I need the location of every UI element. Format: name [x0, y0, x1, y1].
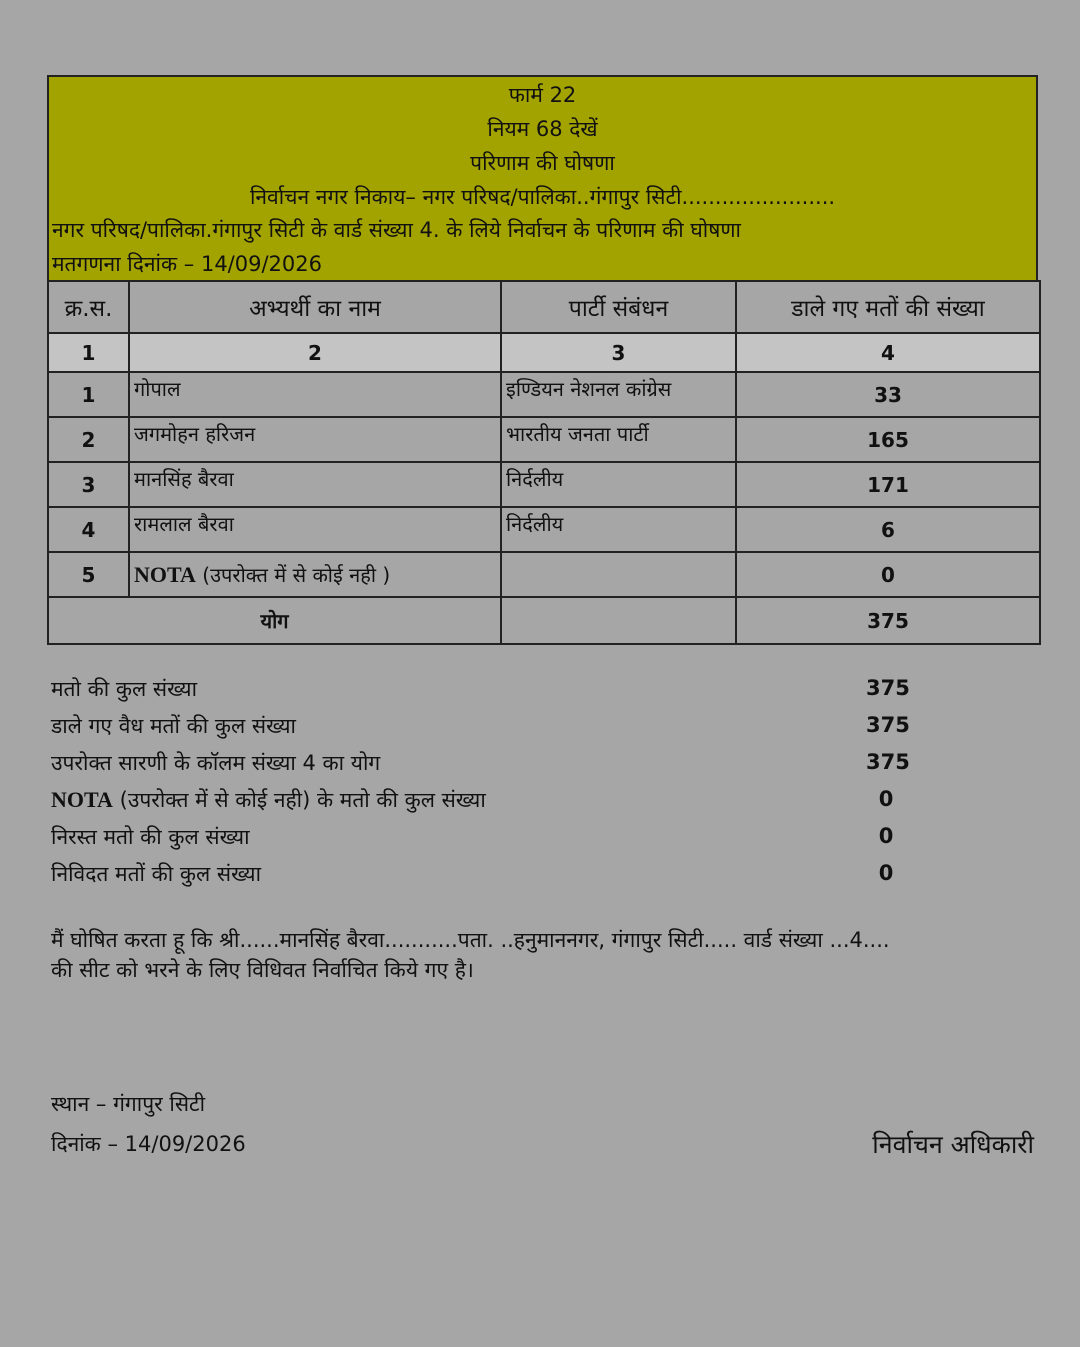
table-row — [48, 507, 1040, 552]
summary-label: मतो की कुल संख्या — [51, 677, 198, 701]
col-number: 1 — [48, 333, 129, 372]
col-number: 3 — [501, 333, 736, 372]
results-table — [47, 280, 1041, 645]
party-cell: निर्दलीय — [501, 507, 736, 552]
date-label: दिनांक – 14/09/2026 — [51, 1132, 246, 1156]
col-header-serial: क्र.स. — [48, 281, 129, 333]
summary-row — [51, 823, 951, 851]
total-empty-cell — [501, 597, 736, 644]
form-title: परिणाम की घोषणा — [470, 151, 615, 175]
col-header-votes: डाले गए मतों की संख्या — [736, 281, 1040, 333]
summary-value: 375 — [866, 713, 910, 737]
party-cell — [501, 552, 736, 597]
signatory-label: निर्वाचन अधिकारी — [872, 1130, 1034, 1159]
summary-row — [51, 712, 951, 740]
col-header-candidate: अभ्यर्थी का नाम — [129, 281, 501, 333]
summary-label: (उपरोक्त में से कोई नही) के मतो की कुल संख्या — [119, 788, 486, 812]
summary-value: 0 — [878, 861, 894, 885]
table-header-row — [48, 281, 1040, 333]
candidate-name-cell: मानसिंह बैरवा — [129, 462, 501, 507]
summary-label-en: NOTA — [51, 787, 113, 812]
form-number: फार्म 22 — [508, 83, 577, 107]
summary-label: उपरोक्त सारणी के कॉलम संख्या 4 का योग — [51, 751, 381, 775]
ward-heading: नगर परिषद/पालिका.गंगापुर सिटी के वार्ड संख्या 4. के लिये निर्वाचन के परिणाम की घोषणा — [52, 218, 741, 242]
votes-cell: 165 — [736, 417, 1040, 462]
total-row — [48, 597, 1040, 644]
summary-row — [51, 749, 951, 777]
total-votes: 375 — [736, 597, 1040, 644]
table-row — [48, 417, 1040, 462]
party-cell: निर्दलीय — [501, 462, 736, 507]
nota-label-en: NOTA — [134, 562, 196, 587]
nota-label-cell — [129, 552, 501, 597]
candidate-name-cell: गोपाल — [129, 372, 501, 417]
candidate-name-cell: जगमोहन हरिजन — [129, 417, 501, 462]
declaration-line: की सीट को भरने के लिए विधिवत निर्वाचित किये गए है। — [51, 958, 474, 982]
summary-label: निविदत मतों की कुल संख्या — [51, 862, 262, 886]
summary-value: 375 — [866, 750, 910, 774]
total-label: योग — [48, 597, 501, 644]
place-label: स्थान – गंगापुर सिटी — [51, 1092, 206, 1116]
col-number: 4 — [736, 333, 1040, 372]
summary-value: 0 — [878, 787, 894, 811]
declaration-line: मैं घोषित करता हू कि श्री......मानसिंह बैरवा...........पता. ..हनुमाननगर, गंगापुर सिटी..... वार्ड संख्या ...4.... — [51, 928, 890, 952]
declaration-text — [51, 925, 1041, 985]
votes-cell: 0 — [736, 552, 1040, 597]
nota-row — [48, 552, 1040, 597]
counting-date: मतगणना दिनांक – 14/09/2026 — [52, 252, 323, 276]
serial-cell: 2 — [48, 417, 129, 462]
summary-row — [51, 675, 951, 703]
party-cell: भारतीय जनता पार्टी — [501, 417, 736, 462]
nota-label-hi: (उपरोक्त में से कोई नही ) — [202, 563, 391, 587]
summary-value: 375 — [866, 676, 910, 700]
serial-cell: 5 — [48, 552, 129, 597]
serial-cell: 4 — [48, 507, 129, 552]
party-cell: इण्डियन नेशनल कांग्रेस — [501, 372, 736, 417]
summary-row — [51, 786, 951, 814]
summary-label: निरस्त मतो की कुल संख्या — [51, 825, 250, 849]
serial-cell: 3 — [48, 462, 129, 507]
summary-value: 0 — [878, 824, 894, 848]
summary-row — [51, 860, 951, 888]
table-row — [48, 462, 1040, 507]
table-row — [48, 372, 1040, 417]
votes-cell: 33 — [736, 372, 1040, 417]
votes-cell: 6 — [736, 507, 1040, 552]
election-body: निर्वाचन नगर निकाय– नगर परिषद/पालिका..गंगापुर सिटी....................... — [249, 185, 836, 209]
column-number-row — [48, 333, 1040, 372]
serial-cell: 1 — [48, 372, 129, 417]
form-header — [47, 75, 1038, 280]
summary-label: डाले गए वैध मतों की कुल संख्या — [51, 714, 296, 738]
candidate-name-cell: रामलाल बैरवा — [129, 507, 501, 552]
rule-reference: नियम 68 देखें — [487, 117, 598, 141]
col-header-party: पार्टी संबंधन — [501, 281, 736, 333]
votes-cell: 171 — [736, 462, 1040, 507]
col-number: 2 — [129, 333, 501, 372]
